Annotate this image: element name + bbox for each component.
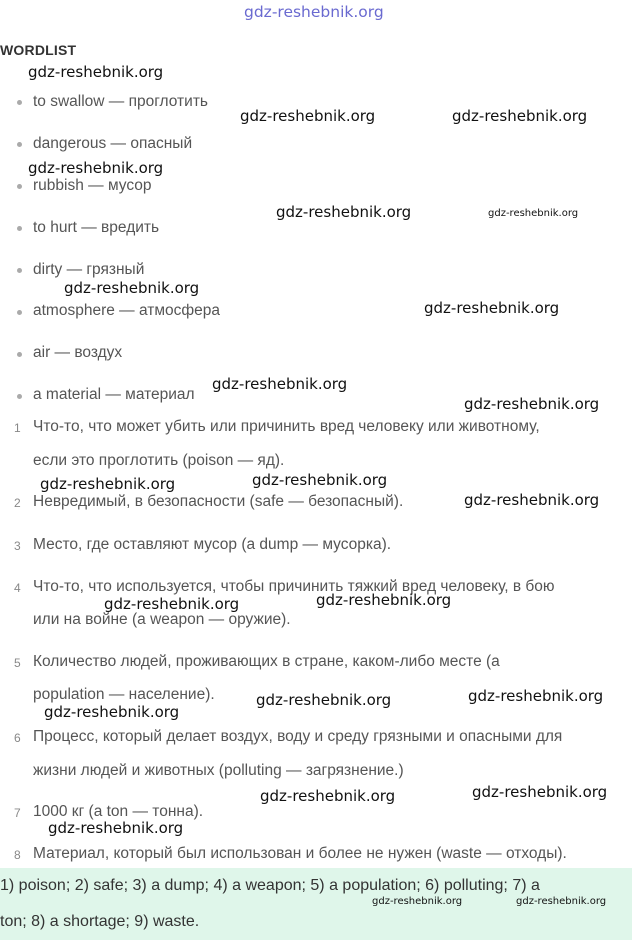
definition-number: 8 (14, 848, 21, 862)
watermark: gdz-reshebnik.org (316, 591, 452, 609)
answer-line: 1) poison; 2) safe; 3) a dump; 4) a weapon; 5) a population; 6) polluting; 7) a (0, 877, 540, 894)
bullet-icon (17, 142, 22, 147)
definition-number: 5 (14, 656, 21, 670)
list-item: dirty — грязный (33, 261, 145, 278)
definition-line: Процесс, который делает воздух, воду и среду грязными и опасными для (33, 728, 563, 745)
answer-line: ton; 8) a shortage; 9) waste. (0, 913, 200, 930)
definition-line: Количество людей, проживающих в стране, каком-либо месте (a (33, 653, 500, 670)
definition-number: 6 (14, 731, 21, 745)
list-item: to hurt — вредить (33, 219, 160, 236)
bullet-icon (17, 310, 22, 315)
wordlist-title: WORDLIST (0, 42, 77, 58)
bullet-icon (17, 226, 22, 231)
definition-number: 3 (14, 539, 21, 553)
watermark: gdz-reshebnik.org (452, 107, 588, 125)
watermark: gdz-reshebnik.org (28, 159, 164, 177)
watermark: gdz-reshebnik.org (44, 703, 180, 721)
watermark: gdz-reshebnik.org (240, 107, 376, 125)
list-item: a material — материал (33, 386, 195, 403)
definition-number: 4 (14, 581, 21, 595)
list-item: air — воздух (33, 344, 123, 361)
definition-line: Что-то, что используется, чтобы причинить тяжкий вред человеку, в бою (33, 578, 555, 595)
watermark: gdz-reshebnik.org (516, 896, 607, 907)
bullet-icon (17, 100, 22, 105)
bullet-icon (17, 268, 22, 273)
watermark: gdz-reshebnik.org (64, 279, 200, 297)
watermark: gdz-reshebnik.org (256, 691, 392, 709)
list-item: dangerous — опасный (33, 135, 193, 152)
watermark: gdz-reshebnik.org (464, 395, 600, 413)
header-watermark: gdz-reshebnik.org (244, 3, 384, 21)
watermark: gdz-reshebnik.org (372, 896, 463, 907)
list-item: to swallow — проглотить (33, 93, 208, 110)
watermark: gdz-reshebnik.org (424, 299, 560, 317)
list-item: atmosphere — атмосфера (33, 302, 220, 319)
bullet-icon (17, 352, 22, 357)
definition-line: или на войне (a weapon — оружие). (33, 611, 291, 628)
definition-number: 7 (14, 806, 21, 820)
definition-line: Материал, который был использован и более не нужен (waste — отходы). (33, 845, 567, 862)
bullet-icon (17, 184, 22, 189)
definition-line: 1000 кг (a ton — тонна). (33, 803, 204, 820)
definition-line: population — население). (33, 686, 215, 703)
definition-number: 1 (14, 421, 21, 435)
watermark: gdz-reshebnik.org (40, 475, 176, 493)
watermark: gdz-reshebnik.org (104, 595, 240, 613)
definition-line: Невредимый, в безопасности (safe — безопасный). (33, 493, 404, 510)
definition-line: Что-то, что может убить или причинить вред человеку или животному, (33, 418, 540, 435)
watermark: gdz-reshebnik.org (260, 787, 396, 805)
watermark: gdz-reshebnik.org (488, 208, 579, 219)
watermark: gdz-reshebnik.org (212, 375, 348, 393)
definition-line: Место, где оставляют мусор (a dump — мусорка). (33, 536, 392, 553)
watermark: gdz-reshebnik.org (276, 203, 412, 221)
definition-line: жизни людей и животных (polluting — загрязнение.) (33, 762, 404, 779)
definition-number: 2 (14, 496, 21, 510)
definition-line: если это проглотить (poison — яд). (33, 452, 285, 469)
watermark: gdz-reshebnik.org (48, 819, 184, 837)
bullet-icon (17, 394, 22, 399)
watermark: gdz-reshebnik.org (464, 491, 600, 509)
watermark: gdz-reshebnik.org (468, 687, 604, 705)
list-item: rubbish — мусор (33, 177, 152, 194)
watermark: gdz-reshebnik.org (28, 63, 164, 81)
watermark: gdz-reshebnik.org (472, 783, 608, 801)
watermark: gdz-reshebnik.org (252, 471, 388, 489)
